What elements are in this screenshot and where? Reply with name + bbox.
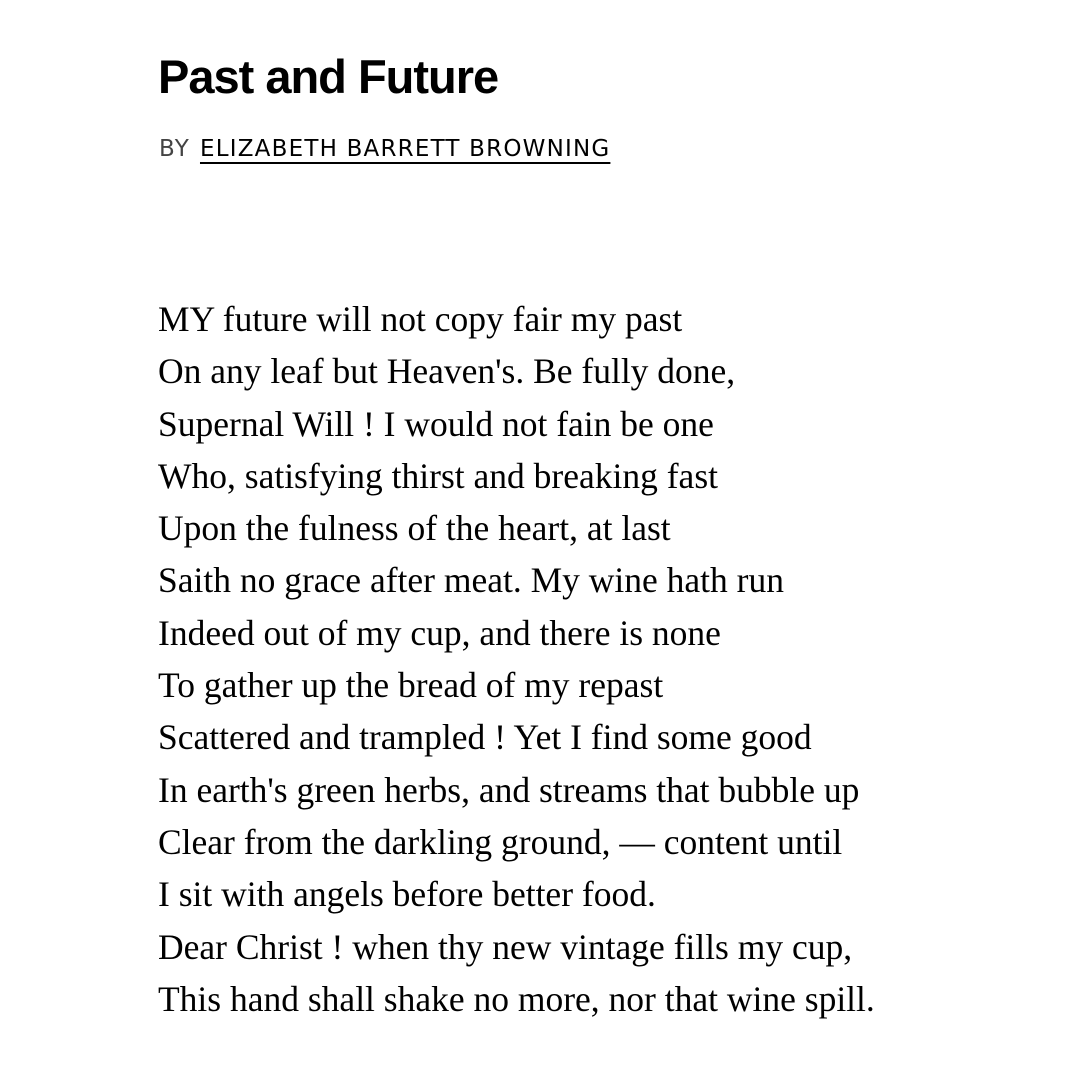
poem-line: Supernal Will ! I would not fain be one [158,403,714,444]
poem-line: On any leaf but Heaven's. Be fully done, [158,351,736,392]
poem-body [158,293,875,1025]
byline [159,133,610,165]
poem-line: I sit with angels before better food. [158,874,656,915]
poem-line: To gather up the bread of my repast [158,665,664,706]
byline-prefix: BY [159,136,190,162]
poem-title: Past and Future [158,50,499,103]
poem-line: This hand shall shake no more, nor that wine spill. [158,978,875,1019]
author-link[interactable]: ELIZABETH BARRETT BROWNING [199,136,611,162]
poem-line: Clear from the darkling ground, — content until [158,821,843,862]
poem-line: In earth's green herbs, and streams that bubble up [158,769,860,810]
poem-line: Scattered and trampled ! Yet I find some good [158,717,812,758]
poem-line: Dear Christ ! when thy new vintage fills my cup, [158,926,853,967]
poem-line: Indeed out of my cup, and there is none [158,612,721,653]
poem-line: Who, satisfying thirst and breaking fast [158,455,718,496]
poem-line: Saith no grace after meat. My wine hath run [158,560,784,601]
poem-line: Upon the fulness of the heart, at last [158,508,671,549]
poem-line: MY future will not copy fair my past [158,299,683,339]
